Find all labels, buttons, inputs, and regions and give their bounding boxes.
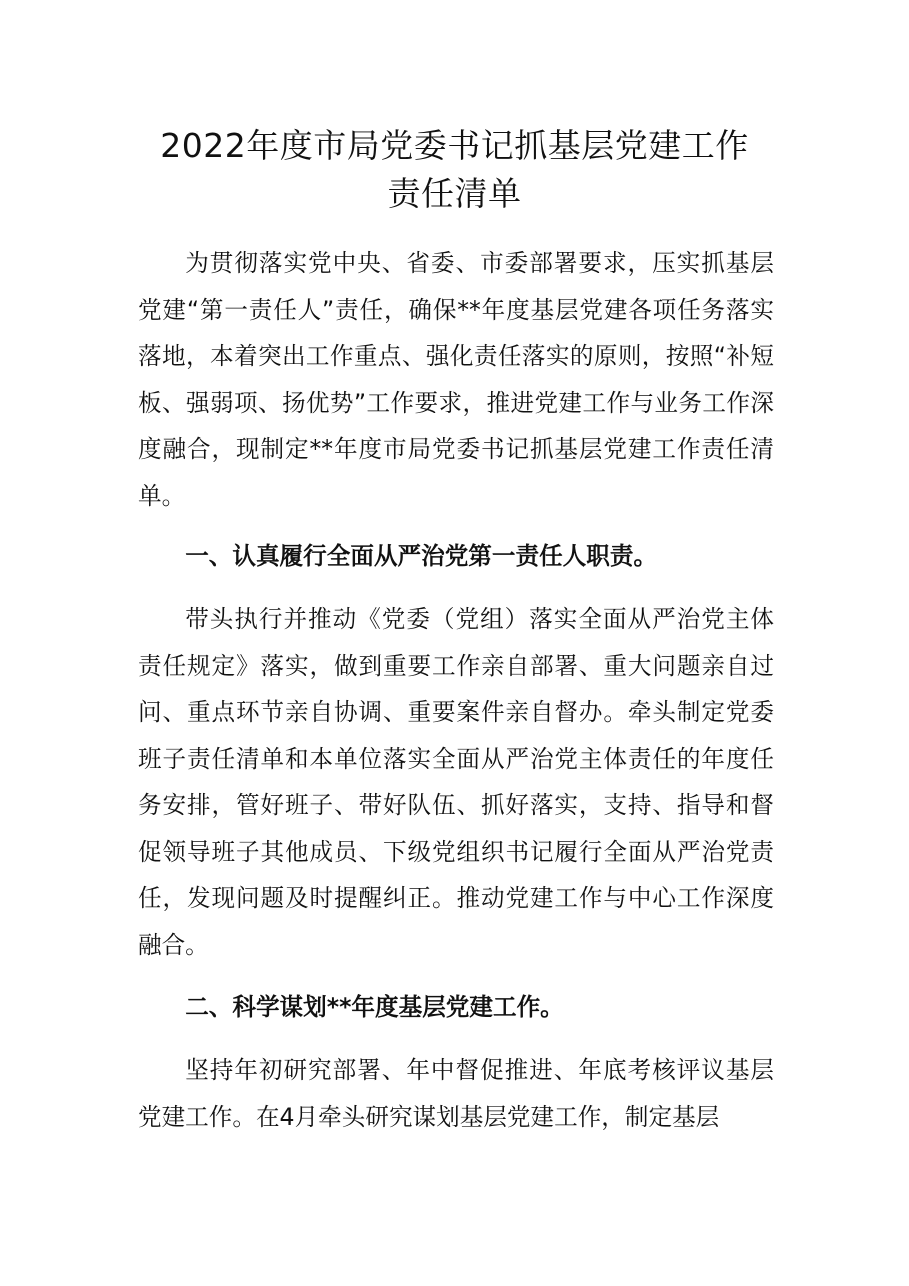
intro-paragraph: 为贯彻落实党中央、省委、市委部署要求，压实抓基层党建“第一责任人”责任，确保**年度基层党建各项任务落实落地，本着突出工作重点、强化责任落实的原则，按照“补短板、强弱项、扬优势”工作要求，推进党建工作与业务工作深度融合，现制定**年度市局党委书记抓基层党建工作责任清单。 [138, 249, 774, 510]
section-2-heading: 二、科学谋划**年度基层党建工作。 [185, 993, 564, 1021]
section-1-paragraph: 带头执行并推动《党委（党组）落实全面从严治党主体责任规定》落实，做到重要工作亲自部署、重大问题亲自过问、重点环节亲自协调、重要案件亲自督办。牵头制定党委班子责任清单和本单位落实全面从严治党主体责任的年度任务安排，管好班子、带好队伍、抓好落实，支持、指导和督促领导班子其他成员、下级党组织书记履行全面从严治党责任，发现问题及时提醒纠正。推动党建工作与中心工作深度融合。 [138, 605, 774, 959]
section-2-paragraph: 坚持年初研究部署、年中督促推进、年底考核评议基层党建工作。在4月牵头研究谋划基层党建工作，制定基层 [138, 1056, 774, 1131]
document-title-line-2: 责任清单 [387, 174, 522, 213]
document-title-line-1: 2022年度市局党委书记抓基层党建工作 [160, 126, 749, 165]
section-1-heading: 一、认真履行全面从严治党第一责任人职责。 [185, 542, 658, 570]
